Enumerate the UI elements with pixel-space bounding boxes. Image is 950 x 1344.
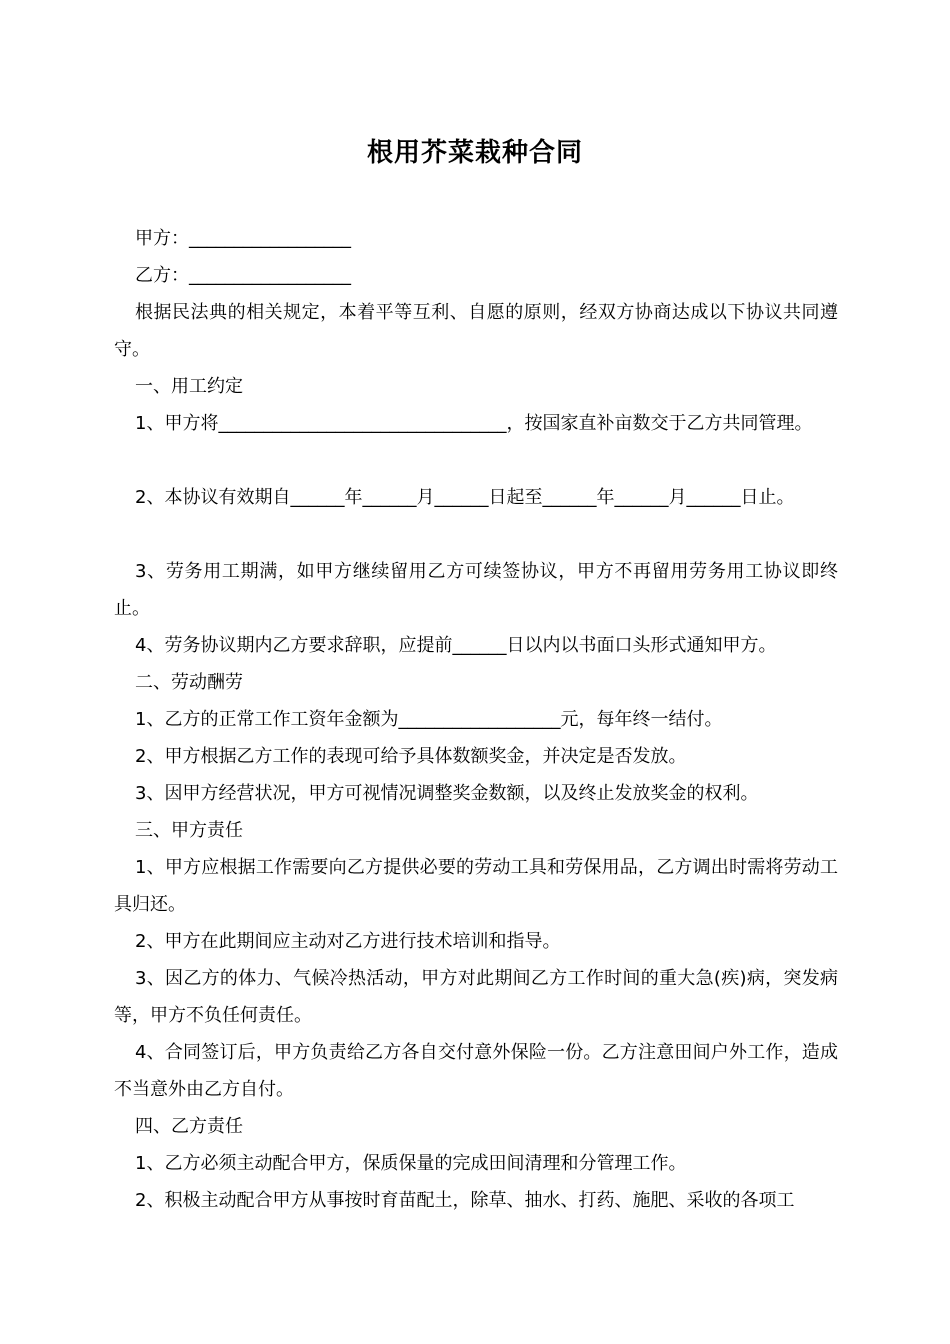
clause: 1、乙方的正常工作工资年金额为__________________元，每年终一结付。 [135,709,723,730]
clause: 4、劳务协议期内乙方要求辞职，应提前______日以内以书面口头形式通知甲方。 [135,635,777,656]
section-heading: 四、乙方责任 [135,1116,243,1137]
section-heading: 二、劳动酬劳 [135,672,243,693]
clause: 3、劳务用工期满，如甲方继续留用乙方可续签协议，甲方不再留用劳务用工协议即终止。 [114,561,838,619]
spacer [114,516,838,553]
clause: 2、甲方在此期间应主动对乙方进行技术培训和指导。 [135,931,561,952]
clause: 1、乙方必须主动配合甲方，保质保量的完成田间清理和分管理工作。 [135,1153,687,1174]
clause: 4、合同签订后，甲方负责给乙方各自交付意外保险一份。乙方注意田间户外工作，造成不当意外由乙方自付。 [114,1042,838,1100]
party-b-line: 乙方：__________________ [135,265,351,286]
clause: 3、因甲方经营状况，甲方可视情况调整奖金数额，以及终止发放奖金的权利。 [135,783,759,804]
clause: 3、因乙方的体力、气候冷热活动，甲方对此期间乙方工作时间的重大急(疾)病，突发病等，甲方不负任何责任。 [114,968,838,1026]
party-a-line: 甲方：__________________ [135,228,351,249]
spacer [114,442,838,479]
clause: 2、本协议有效期自______年______月______日起至______年______月______日止。 [135,487,795,508]
clause: 1、甲方应根据工作需要向乙方提供必要的劳动工具和劳保用品，乙方调出时需将劳动工具归还。 [114,857,838,915]
clause: 2、甲方根据乙方工作的表现可给予具体数额奖金，并决定是否发放。 [135,746,687,767]
document-title: 根用芥菜栽种合同 [366,138,583,168]
section-heading: 一、用工约定 [135,376,243,397]
section-heading: 三、甲方责任 [135,820,243,841]
clause: 1、甲方将________________________________，按国家直补亩数交于乙方共同管理。 [135,413,813,434]
document-body [114,220,838,1219]
clause: 2、积极主动配合甲方从事按时育苗配土，除草、抽水、打药、施肥、采收的各项工 [135,1190,795,1211]
preamble-paragraph: 根据民法典的相关规定，本着平等互利、自愿的原则，经双方协商达成以下协议共同遵守。 [114,302,838,360]
